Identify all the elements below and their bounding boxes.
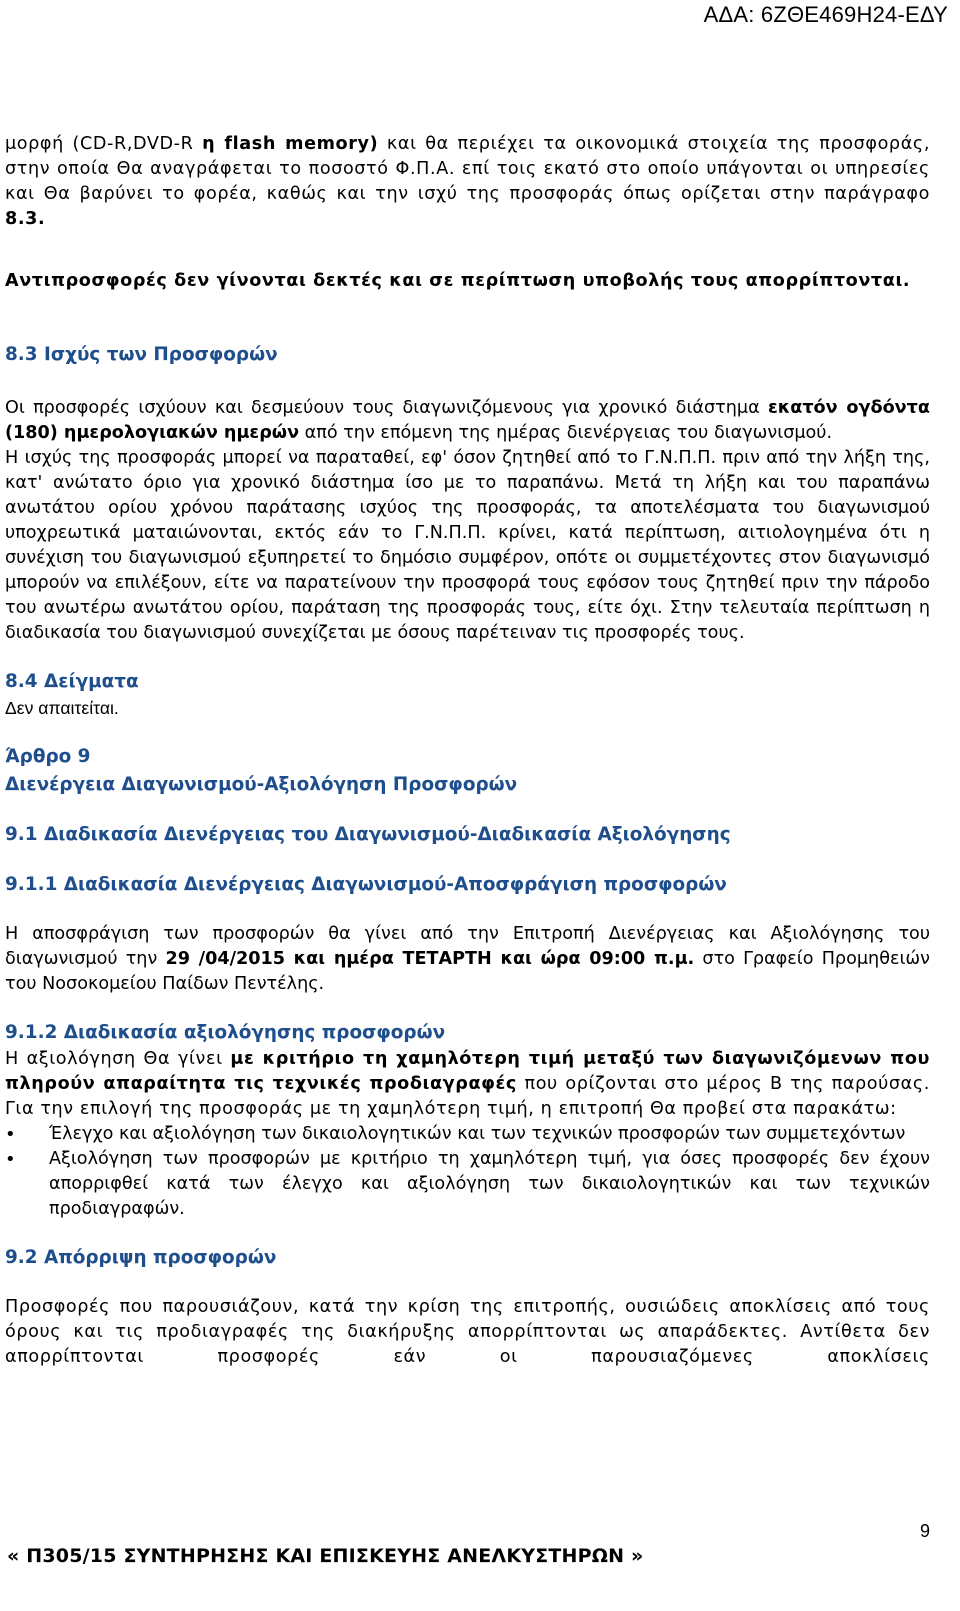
heading-8-3: 8.3 Ισχύς των Προσφορών — [5, 344, 278, 365]
text-run-bold: εκατόν ογδόντα (180) ημερολογιακών ημερών — [5, 398, 930, 443]
paragraph-evaluation — [5, 1047, 930, 1122]
text-run: στο Γραφείο Προμηθειών του Νοσοκομείου Παίδων Πεντέλης. — [5, 949, 930, 994]
paragraph-counteroffers: Αντιπροσφορές δεν γίνονται δεκτές και σε περίπτωση υποβολής τους απορρίπτονται. — [5, 271, 911, 291]
list-item: • Αξιολόγηση των προσφορών με κριτήριο τη χαμηλότερη τιμή, για όσες προσφορές δεν έχουν απορριφθεί κατά των έλεγχο και αξιολόγηση των δικαιολογητικών και των τεχνικών προδιαγραφών. — [5, 1147, 930, 1222]
paragraph-rejection: Προσφορές που παρουσιάζουν, κατά την κρίση της επιτροπής, ουσιώδεις αποκλίσεις από τους όρους και τις προδιαγραφές της διακήρυξης απορρίπτονται ως απαράδεκτες. Αντίθετα δεν απορρίπτονται προσφορές εάν οι παρουσιαζόμενες αποκλίσεις — [5, 1297, 930, 1367]
paragraph-opening — [5, 922, 930, 997]
heading-9-1-1: 9.1.1 Διαδικασία Διενέργειας Διαγωνισμού-Αποσφράγιση προσφορών — [5, 874, 727, 895]
page-number: 9 — [919, 1521, 930, 1541]
evaluation-steps-list — [5, 1122, 930, 1222]
text-run: Η αξιολόγηση Θα γίνει — [5, 1049, 231, 1069]
paragraph-samples: Δεν απαιτείται. — [5, 698, 119, 718]
ada-code: ΑΔΑ: 6ΖΘΕ469Η24-ΕΔΥ — [703, 2, 948, 27]
text-run: μορφή (CD-R,DVD-R — [5, 134, 203, 154]
article-number: Άρθρο 9 — [5, 746, 91, 767]
text-run: Η αποσφράγιση των προσφορών θα γίνει από την Επιτροπή Διενέργειας και Αξιολόγησης του διαγωνισμού την — [5, 924, 930, 969]
text-run: Οι προσφορές ισχύουν και δεσμεύουν τους διαγωνιζόμενους για χρονικό διάστημα — [5, 398, 768, 418]
heading-9-1-2: 9.1.2 Διαδικασία αξιολόγησης προσφορών — [5, 1022, 446, 1043]
heading-9-1: 9.1 Διαδικασία Διενέργειας του Διαγωνισμού-Διαδικασία Αξιολόγησης — [5, 824, 731, 845]
text-run-bold: 29 /04/2015 και ημέρα ΤΕΤΑΡΤΗ και ώρα 09:00 π.μ. — [165, 949, 695, 969]
list-item: • Έλεγχο και αξιολόγηση των δικαιολογητικών και των τεχνικών προσφορών των συμμετεχόντων — [5, 1122, 930, 1147]
heading-9-2: 9.2 Απόρριψη προσφορών — [5, 1247, 277, 1268]
document-body — [5, 132, 930, 1370]
paragraph-validity — [5, 396, 930, 446]
article-title: Διενέργεια Διαγωνισμού-Αξιολόγηση Προσφορών — [5, 774, 518, 795]
footer-title: « Π305/15 ΣΥΝΤΗΡΗΣΗΣ ΚΑΙ ΕΠΙΣΚΕΥΗΣ ΑΝΕΛΚΥΣΤΗΡΩΝ » — [7, 1545, 644, 1567]
text-run: που ορίζονται στο μέρος Β της παρούσας. Για την επιλογή της προσφοράς με τη χαμηλότερη τιμή, η επιτροπή Θα προβεί στα παρακάτω: — [5, 1074, 930, 1119]
text-run-bold: με κριτήριο τη χαμηλότερη τιμή μεταξύ των διαγωνιζόμενων που πληρούν απαραίτητα τις τεχνικές προδιαγραφές — [5, 1049, 930, 1094]
text-run: και θα περιέχει τα οικονομικά στοιχεία της προσφοράς, στην οποία Θα αναγράφεται το ποσοστό Φ.Π.Α. επί τοις εκατό στο οποίο υπάγονται οι υπηρεσίες και Θα βαρύνει το φορέα, καθώς και την ισχύ της προσφοράς όπως ορίζεται στην παράγραφο — [5, 134, 931, 204]
heading-8-4: 8.4 Δείγματα — [5, 671, 139, 692]
paragraph-media-format — [5, 132, 930, 232]
text-run: από την επόμενη της ημέρας διενέργειας του διαγωνισμού. — [299, 423, 833, 443]
paragraph-validity-extension: Η ισχύς της προσφοράς μπορεί να παραταθεί, εφ' όσον ζητηθεί από το Γ.Ν.Π.Π. πριν από την λήξη της, κατ' ανώτατο όριο για χρονικό διάστημα ίσο με το παραπάνω. Μετά τη λήξη και του παραπάνω ανωτάτου ορίου χρόνου παράτασης ισχύος της προσφοράς, τα αποτελέσματα του διαγωνισμού υποχρεωτικά ματαιώνονται, εκτός εάν το Γ.Ν.Π.Π. κρίνει, κατά περίπτωση, αιτιολογημένα ότι η συνέχιση του διαγωνισμού εξυπηρετεί το δημόσιο συμφέρον, οπότε οι συμμετέχοντες στον διαγωνισμό μπορούν να επιλέξουν, είτε να παρατείνουν την προσφορά τους εφόσον τους ζητηθεί πριν την πάροδο του ανωτέρω ανωτάτου ορίου, παράταση της προσφοράς τους, είτε όχι. Στην τελευταία περίπτωση η διαδικασία του διαγωνισμού συνεχίζεται με όσους παρέτειναν τις προσφορές τους. — [5, 448, 930, 643]
text-run-bold: η flash memory) — [202, 134, 379, 154]
text-run-bold: 8.3. — [5, 209, 46, 229]
